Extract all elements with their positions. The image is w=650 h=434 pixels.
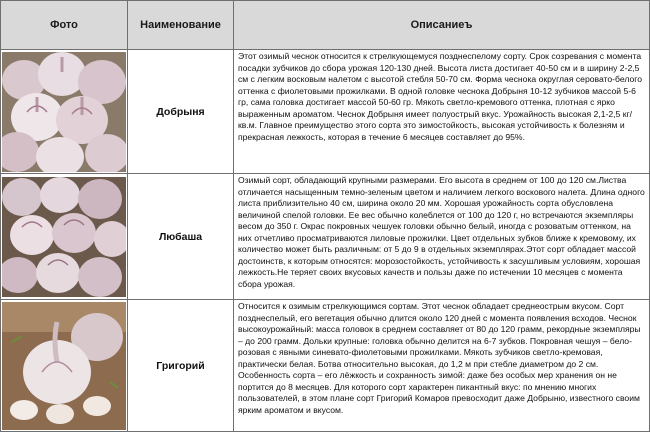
garlic-bulb-cloves-photo xyxy=(2,302,126,430)
variety-description: Озимый сорт, обладающий крупными размерами. Его высота в среднем от 100 до 120 см.Листва отличается насыщенным темно-зеленым цветом и наличием легкого воскового налета. Длина одного листа приблизительно 40 см, ширина около 20 мм. Хорошая урожайность сорта обусловлена величиной спелой головки. Ее вес обычно колеблется от 100 до 120 г, но встречаются экземпляры весом до 350 г. Окрас покровных чешуек головки обычно белый, иногда с розоватым оттенком, на них отчетливо просматриваются лиловые прожилки. Цвет отдельных зубков ближе к кремовому, их количество может быть различным: от 5 до 9 в отдельных экземплярах.Этот сорт обладает массой достоинств, к которым относятся: морозостойкость, устойчивость к засушливым условиям, хорошая лежкость.Не теряет своих вкусовых качеств и пользы даже по истечении 10 месяцев с момента сбора урожая. xyxy=(234,174,650,300)
header-photo: Фото xyxy=(1,1,128,50)
garlic-bulbs-photo xyxy=(2,52,126,172)
table-row xyxy=(1,50,650,174)
header-description: Описаниеъ xyxy=(234,1,650,50)
header-name: Наименование xyxy=(128,1,234,50)
table-header-row xyxy=(1,1,650,50)
table-row xyxy=(1,174,650,300)
variety-description: Этот озимый чеснок относится к стрелкующемуся позднеспелому сорту. Срок созревания с момента посадки зубчиков до сбора урожая 120-130 дней. Высота листа достигает 40-50 см и в ширину 2-2,5 см с легким восковым налетом с высотой стебля 50-70 см. Форма чеснока округлая серовато-белого оттенка с фиолетовыми прожилками. В одной головке чеснока Добрыня 10-12 зубчиков массой 5-6 гр, сама головка достигает массой 50-60 гр. Мякоть светло-кремового оттенка, плотная с ярко выраженным ароматом. Чеснок Добрыня имеет полуострый вкус. Урожайность высокая 2,1-2,5 кг/кв.м. Главное преимущество этого сорта это зимостойкость, высокая устойчивость к болезням и прекрасная лежкость, которая в течение 6 месяцев составляет до 95%. xyxy=(234,50,650,174)
variety-name: Любаша xyxy=(128,174,234,300)
photo-cell xyxy=(1,174,128,300)
photo-cell xyxy=(1,300,128,432)
variety-name: Добрыня xyxy=(128,50,234,174)
table-row xyxy=(1,300,650,432)
variety-name: Григорий xyxy=(128,300,234,432)
variety-description: Относится к озимым стрелкующимся сортам. Этот чеснок обладает среднеострым вкусом. Сорт позднеспелый, его вегетация обычно длится около 120 дней с момента появления всходов. Чеснок высокоурожайный: масса головок в среднем составляет от 80 до 120 грамм, рекордные экземпляры – до 200 грамм. Дольки крупные: головка обычно делится на 6-7 зубков. Покровная чешуя – бело-розовая с явными синевато-фиолетовыми прожилками. Мякоть зубчиков светло-кремовая, практически белая. Ботва относительно высокая, до 1,2 м при стебле диаметром до 2 см. Особенность сорта – его лёжкость и сохранность зимой: даже без особых мер хранения он не портится до 8 месяцев. Для которого сорт характерен пикантный вкус: по мнению многих пользователей, в этом плане сорт Григорий Комаров превосходит даже Добрыню, известного своим ярким ароматом и вкусом. xyxy=(234,300,650,432)
garlic-heads-photo xyxy=(2,177,126,297)
photo-cell xyxy=(1,50,128,174)
